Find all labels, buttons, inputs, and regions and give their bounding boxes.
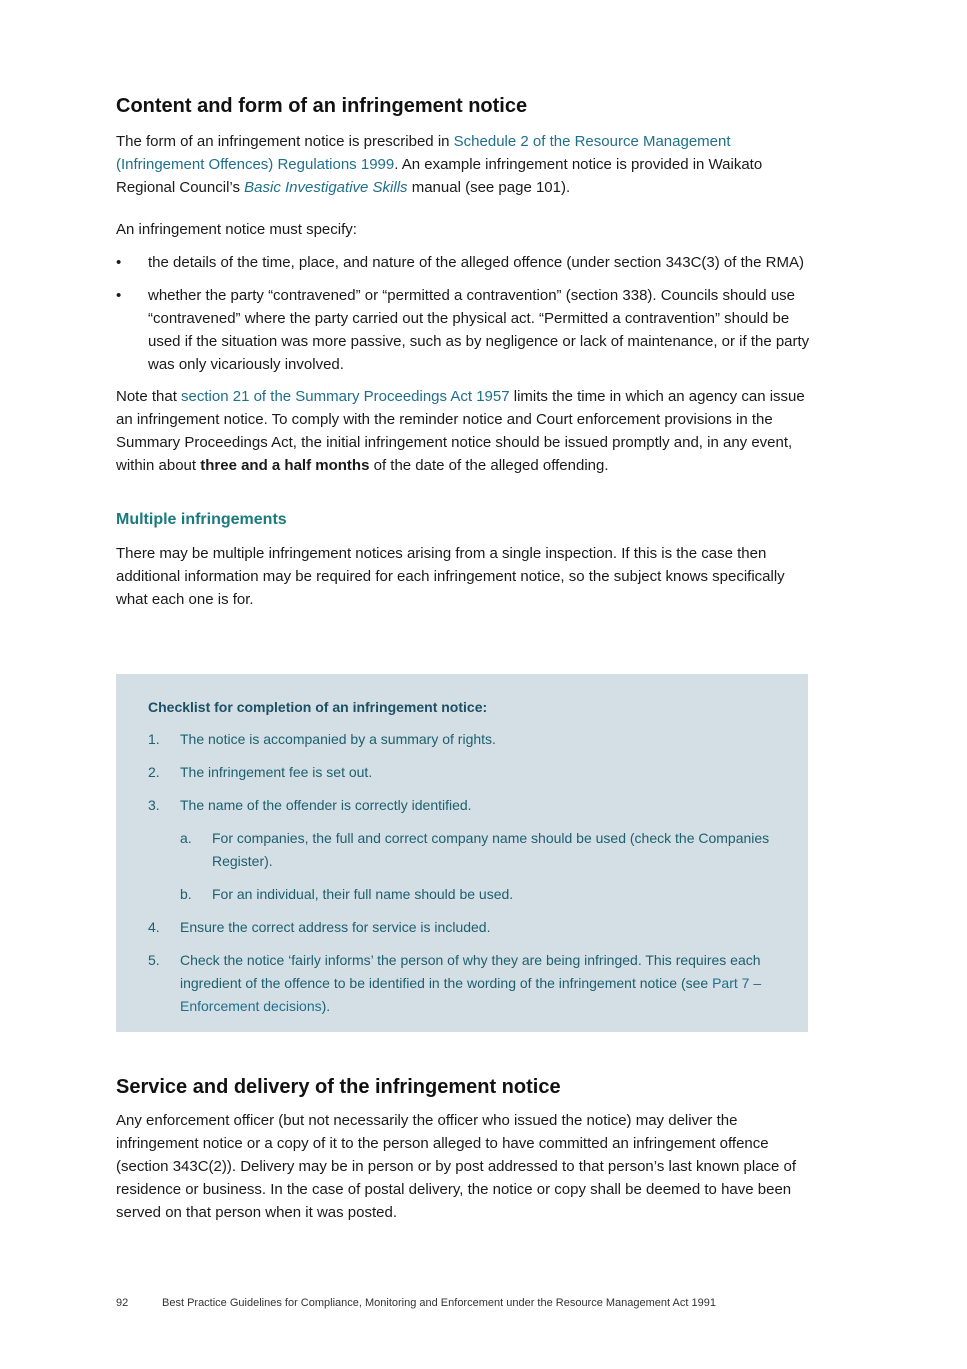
- item-text: Ensure the correct address for service is included.: [180, 919, 491, 935]
- checklist-box: [116, 674, 808, 1032]
- checklist-item: [148, 728, 776, 751]
- item-text: Check the notice ‘fairly informs’ the person of why they are being infringed. This requires each ingredient of the offence to be identified in the wording of the infringement notice (see: [180, 952, 761, 991]
- paragraph-service: Any enforcement officer (but not necessarily the officer who issued the notice) may deliver the infringement notice or a copy of it to the person alleged to have committed an infringement offence (section 343C(2)). Delivery may be in person or by post addressed to that person’s last known place of residence or business. In the case of postal delivery, the notice or copy shall be deemed to have been served on that person when it was posted.: [116, 1112, 797, 1221]
- item-number: 5.: [148, 952, 160, 968]
- paragraph-form-prescribed: [116, 130, 810, 199]
- subheading-multiple-infringements: Multiple infringements: [116, 511, 287, 528]
- item-text: The name of the offender is correctly identified.: [180, 797, 472, 813]
- paragraph-time-limit: [116, 385, 810, 477]
- item-text: The infringement fee is set out.: [180, 764, 373, 780]
- item-text: For companies, the full and correct company name should be used (check the Companies Register).: [212, 830, 770, 869]
- item-text: For an individual, their full name should be used.: [212, 886, 514, 902]
- footer-title: Best Practice Guidelines for Compliance, Monitoring and Enforcement under the Resource Management Act 1991: [162, 1297, 716, 1309]
- checklist-subitem: [148, 883, 776, 906]
- link-part-7-enforcement[interactable]: Part 7 – Enforcement decisions: [180, 975, 762, 1014]
- item-number: 3.: [148, 797, 160, 813]
- item-text: The notice is accompanied by a summary of rights.: [180, 731, 496, 747]
- item-text: ).: [321, 998, 331, 1014]
- checklist-item: [148, 949, 776, 1018]
- text: The form of an infringement notice is prescribed in: [116, 133, 454, 150]
- item-number: 2.: [148, 764, 160, 780]
- list-item: • whether the party “contravened” or “permitted a contravention” (section 338). Councils should use “contravened” where the party carried out the physical act. “Permitted a contravention” should be used if the situation was more passive, such as by negligence or lack of maintenance, or if the party was only vicariously involved.: [116, 284, 810, 376]
- page-number: 92: [116, 1297, 129, 1309]
- item-number: 4.: [148, 919, 160, 935]
- bold-text: three and a half months: [200, 457, 370, 474]
- link-section-21[interactable]: section 21 of the Summary Proceedings Act 1957: [181, 388, 510, 405]
- checklist-items: [148, 728, 776, 1018]
- text: Note that: [116, 388, 182, 405]
- text: of the date of the alleged offending.: [369, 457, 609, 474]
- checklist-item: [148, 794, 776, 817]
- item-letter: b.: [180, 886, 192, 902]
- checklist-item: [148, 916, 776, 939]
- link-basic-investigative-skills[interactable]: Basic Investigative Skills: [244, 179, 408, 196]
- checklist-item: [148, 761, 776, 784]
- checklist-title: Checklist for completion of an infringement notice:: [148, 699, 488, 715]
- section-heading-service-delivery: Service and delivery of the infringement notice: [116, 1076, 561, 1098]
- link-schedule-2[interactable]: Schedule 2 of the Resource Management (Infringement Offences) Regulations 1999: [116, 133, 731, 173]
- page-footer: [116, 1297, 716, 1309]
- section-heading-content-form: Content and form of an infringement notice: [116, 95, 528, 117]
- paragraph-must-specify: An infringement notice must specify:: [116, 221, 357, 238]
- page-content: [116, 92, 810, 611]
- list-item: • the details of the time, place, and nature of the alleged offence (under section 343C(3) of the RMA): [116, 251, 810, 274]
- text: . An example infringement notice is provided in Waikato Regional Council’s: [116, 156, 763, 196]
- text: manual (see page 101).: [407, 179, 571, 196]
- item-letter: a.: [180, 830, 192, 846]
- item-number: 1.: [148, 731, 160, 747]
- text: limits the time in which an agency can issue an infringement notice. To comply with the reminder notice and Court enforcement provisions in the Summary Proceedings Act, the initial infringement notice should be issued promptly and, in any event, within about: [116, 388, 805, 474]
- checklist-subitem: [148, 827, 776, 873]
- paragraph-multiple: There may be multiple infringement notices arising from a single inspection. If this is the case then additional information may be required for each infringement notice, so the subject knows specifically what each one is for.: [116, 545, 785, 608]
- specify-list: [116, 251, 810, 376]
- page-content-lower: [116, 1073, 810, 1224]
